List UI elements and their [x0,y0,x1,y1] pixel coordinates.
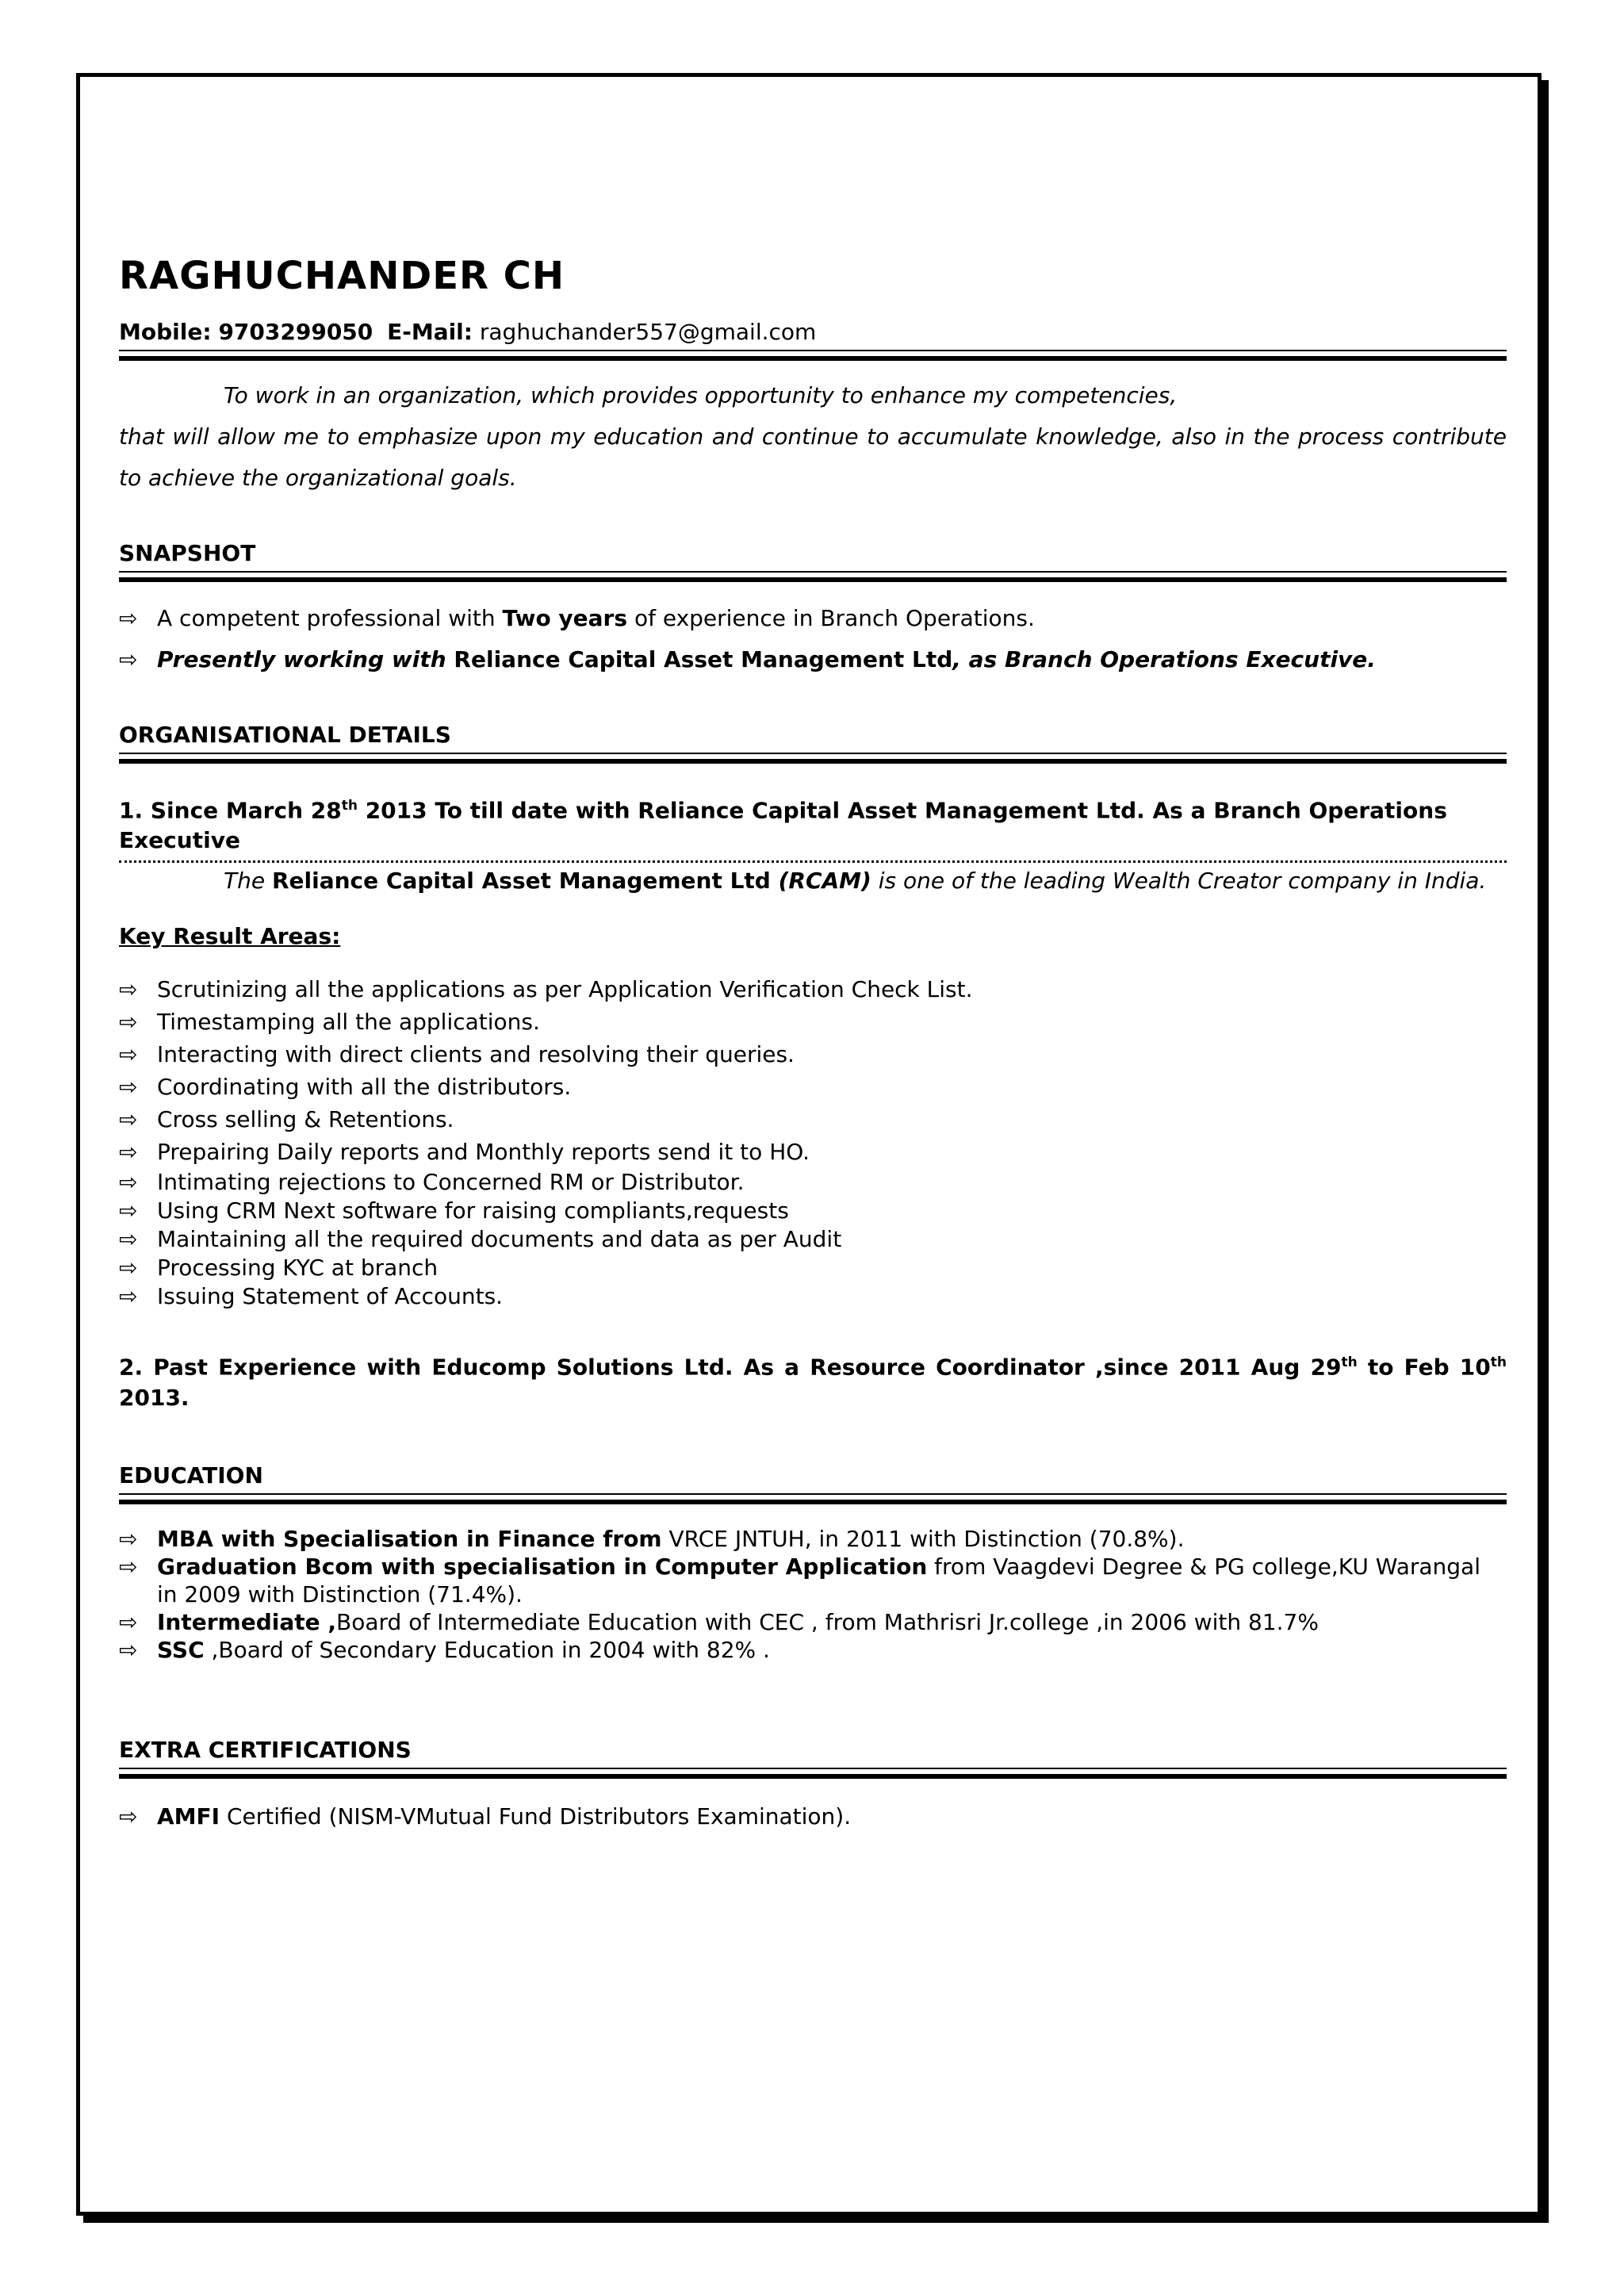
list-item [119,1136,1507,1168]
company-name: Reliance Capital Asset Management Ltd [271,868,771,895]
arrow-bullet-icon: ⇨ [119,1525,138,1552]
job-1-title [119,791,1507,856]
certification-name: AMFI [157,1803,220,1829]
about-text: The [224,868,272,895]
arrow-bullet-icon: ⇨ [119,1636,138,1663]
kra-text: Processing KYC at branch [157,1255,439,1282]
org-title: ORGANISATIONAL DETAILS [119,722,451,748]
degree: Intermediate , [157,1608,336,1635]
kra-text: Scrutinizing all the applications as per Application Verification Check List. [157,976,973,1003]
resume [119,254,1507,1833]
certifications-list [119,1801,1507,1833]
list-item [119,1071,1507,1103]
education-text: Board of Intermediate Education with CEC , from Mathrisri Jr.college ,in 2006 with 81.7% [336,1608,1319,1635]
experience-years: Two years [502,605,628,631]
list-item [119,1608,1507,1636]
kra-text: Interacting with direct clients and resolving their queries. [157,1041,795,1068]
email-label: E-Mail: [387,319,473,345]
arrow-bullet-icon: ⇨ [119,1283,138,1310]
job-2-title [119,1347,1507,1412]
kra-list [119,973,1507,1311]
list-item [119,1636,1507,1664]
snapshot-text: Presently working with [157,646,454,672]
mobile-number: 9703299050 [218,319,373,345]
list-item [119,1801,1507,1833]
divider [119,1493,1507,1495]
kra-text: Intimating rejections to Concerned RM or Distributor. [157,1169,745,1196]
divider-thick [119,1500,1507,1504]
company-abbr: (RCAM) [770,868,871,895]
arrow-bullet-icon: ⇨ [119,1608,138,1635]
job-text: to Feb 10 [1357,1354,1491,1381]
job-sup: th [1341,1354,1358,1371]
arrow-bullet-icon: ⇨ [119,1226,138,1253]
list-item [119,1254,1507,1282]
kra-text: Maintaining all the required documents and data as per Audit [157,1226,842,1253]
company-name: Reliance Capital Asset Management Ltd [454,646,953,672]
snapshot-text: of experience in Branch Operations. [627,605,1035,631]
list-item [119,973,1507,1006]
education-text: ,Board of Secondary Education in 2004 with 82% . [204,1636,770,1663]
arrow-bullet-icon: ⇨ [119,976,138,1003]
divider-thick [119,356,1507,361]
email-address: raghuchander557@gmail.com [479,319,817,345]
kra-text: Cross selling & Retentions. [157,1106,454,1133]
snapshot-title: SNAPSHOT [119,540,256,566]
job-sup: th [341,798,358,814]
mobile-label: Mobile: [119,319,212,345]
degree: SSC [157,1636,205,1663]
company-about [119,866,1507,896]
certifications-title: EXTRA CERTIFICATIONS [119,1736,412,1763]
job-text: 2013. [119,1384,190,1411]
education-title: EDUCATION [119,1462,263,1488]
list-item [119,1553,1507,1608]
list-item [119,1525,1507,1553]
list-item [119,1038,1507,1071]
kra-text: Coordinating with all the distributors. [157,1074,572,1101]
org-heading [119,722,1507,764]
arrow-bullet-icon: ⇨ [119,1106,138,1133]
education-text: VRCE JNTUH, in 2011 with Distinction (70.8%). [661,1525,1185,1552]
kra-text: Timestamping all the applications. [157,1009,540,1036]
divider-thick [119,577,1507,582]
career-objective [119,375,1507,499]
job-text: 2. Past Experience with Educomp Solutions Ltd. As a Resource Coordinator ,since 2011 Aug 29 [119,1354,1342,1381]
education-heading [119,1462,1507,1504]
degree: Graduation Bcom with specialisation in Computer Application [157,1553,928,1580]
divider [119,350,1507,351]
snapshot-heading [119,540,1507,582]
objective-line-1: To work in an organization, which provides opportunity to enhance my competencies, [224,382,1178,408]
snapshot-list [119,598,1507,680]
divider [119,571,1507,573]
arrow-bullet-icon: ⇨ [119,1041,138,1068]
kra-text: Prepairing Daily reports and Monthly reports send it to HO. [157,1139,810,1166]
list-item [119,598,1507,639]
arrow-bullet-icon: ⇨ [119,1553,138,1580]
list-item [119,1282,1507,1311]
list-item [119,1103,1507,1136]
divider-thick [119,759,1507,764]
snapshot-text: , as Branch Operations Executive. [952,646,1376,672]
about-text: is one of the leading Wealth Creator company in India. [871,868,1487,895]
list-item [119,639,1507,680]
arrow-bullet-icon: ⇨ [119,646,138,672]
certification-text: Certified (NISM-VMutual Fund Distributors Examination). [220,1803,852,1829]
arrow-bullet-icon: ⇨ [119,1169,138,1196]
divider [119,753,1507,754]
arrow-bullet-icon: ⇨ [119,1197,138,1224]
candidate-name: RAGHUCHANDER CH [119,254,565,298]
snapshot-text: A competent professional with [157,605,503,631]
certifications-heading [119,1737,1507,1779]
kra-text: Using CRM Next software for raising compliants,requests [157,1197,789,1224]
divider [119,1768,1507,1769]
arrow-bullet-icon: ⇨ [119,1803,138,1829]
list-item [119,1168,1507,1197]
dotted-divider [119,860,1507,863]
job-sup: th [1490,1354,1507,1371]
list-item [119,1225,1507,1254]
objective-line-2: that will allow me to emphasize upon my education and continue to accumulate knowledge, also in the process contribute to achieve the organizational goals. [119,423,1507,491]
arrow-bullet-icon: ⇨ [119,1009,138,1036]
list-item [119,1006,1507,1038]
arrow-bullet-icon: ⇨ [119,1074,138,1101]
degree: MBA with Specialisation in Finance from [157,1525,662,1552]
education-list [119,1525,1507,1664]
education-text: from Vaagdevi Degree & PG college,KU Warangal in 2009 with Distinction (71.4%). [157,1553,1480,1607]
arrow-bullet-icon: ⇨ [119,1139,138,1166]
job-text: 2013 To till date with Reliance Capital Asset Management Ltd. As a Branch Operations Executive [119,797,1447,854]
kra-title: Key Result Areas: [119,923,341,950]
job-text: 1. Since March 28 [119,797,342,824]
divider-thick [119,1774,1507,1779]
arrow-bullet-icon: ⇨ [119,605,138,631]
arrow-bullet-icon: ⇨ [119,1255,138,1282]
contact-line [119,319,1507,345]
kra-text: Issuing Statement of Accounts. [157,1283,504,1310]
list-item [119,1197,1507,1225]
